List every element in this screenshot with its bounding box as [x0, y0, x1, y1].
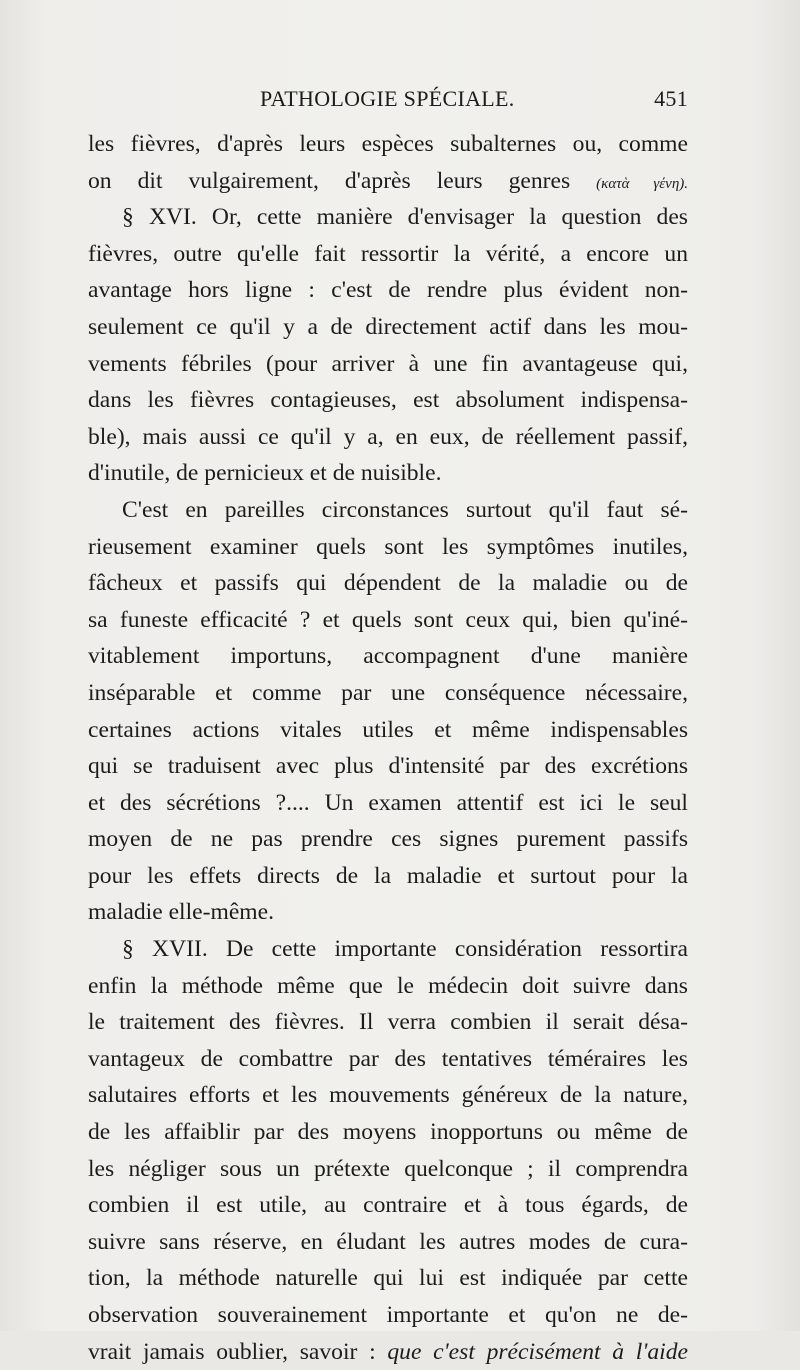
paragraph-start: § XVII. De cette importante considération ressortira [122, 936, 688, 963]
text-line: suivre sans réserve, en éludant les autres modes de cura- [88, 1228, 688, 1255]
paragraph-start: C'est en pareilles circonstances surtout qu'il faut sé- [122, 496, 688, 523]
text-line: rieusement examiner quels sont les symptômes inutiles, [88, 533, 688, 560]
body-text [88, 126, 688, 1370]
text-segment: vrait jamais oublier, savoir : [88, 1338, 376, 1365]
page-number: 451 [654, 86, 688, 111]
text-line: dans les fièvres contagieuses, est absolument indispensa- [88, 387, 688, 414]
text-line: salutaires efforts et les mouvements généreux de la nature, [88, 1082, 688, 1109]
text-line: de les affaiblir par des moyens inopportuns ou même de [88, 1119, 688, 1146]
text-line [88, 1334, 688, 1370]
text-line: avantage hors ligne : c'est de rendre plus évident non- [88, 277, 688, 304]
text-line [88, 163, 688, 200]
italic-phrase: que c'est précisément à l'aide [387, 1338, 689, 1365]
text-line: fâcheux et passifs qui dépendent de la maladie ou de [88, 570, 688, 597]
running-title: PATHOLOGIE SPÉCIALE. [260, 86, 515, 111]
text-line: les fièvres, d'après leurs espèces subalternes ou, comme [88, 131, 688, 157]
text-line: vantageux de combattre par des tentatives téméraires les [88, 1045, 688, 1072]
text-line: pour les effets directs de la maladie et surtout pour la [88, 862, 688, 889]
page-header [88, 86, 688, 120]
text-line: les négliger sous un prétexte quelconque ; il comprendra [88, 1155, 688, 1182]
paragraph-start: § XVI. Or, cette manière d'envisager la question des [122, 204, 688, 231]
greek-phrase: (κατὰ γένη). [596, 175, 689, 192]
paragraph-end: maladie elle-même. [88, 899, 275, 926]
text-line: enfin la méthode même que le médecin doit suivre dans [88, 972, 688, 999]
text-line: combien il est utile, au contraire et à tous égards, de [88, 1192, 688, 1219]
text-line: seulement ce qu'il y a de directement actif dans les mou- [88, 313, 688, 340]
text-line: fièvres, outre qu'elle fait ressortir la vérité, a encore un [88, 240, 688, 267]
text-line: certaines actions vitales utiles et même indispensables [88, 716, 688, 743]
text-line: tion, la méthode naturelle qui lui est indiquée par cette [88, 1265, 688, 1292]
text-line: moyen de ne pas prendre ces signes purement passifs [88, 826, 688, 853]
text-line: le traitement des fièvres. Il verra combien il serait désa- [88, 1009, 688, 1036]
text-line: inséparable et comme par une conséquence nécessaire, [88, 679, 688, 706]
paragraph-end: d'inutile, de pernicieux et de nuisible. [88, 460, 442, 487]
text-line: sa funeste efficacité ? et quels sont ceux qui, bien qu'iné- [88, 606, 688, 633]
text-segment: on dit vulgairement, d'après leurs genres [88, 167, 571, 194]
text-line: et des sécrétions ?.... Un examen attentif est ici le seul [88, 789, 688, 816]
text-line: observation souverainement importante et qu'on ne de- [88, 1302, 688, 1328]
text-line: vements fébriles (pour arriver à une fin avantageuse qui, [88, 350, 688, 377]
text-line: qui se traduisent avec plus d'intensité par des excrétions [88, 753, 688, 780]
text-line: ble), mais aussi ce qu'il y a, en eux, de réellement passif, [88, 423, 688, 450]
text-line: vitablement importuns, accompagnent d'une manière [88, 643, 688, 670]
